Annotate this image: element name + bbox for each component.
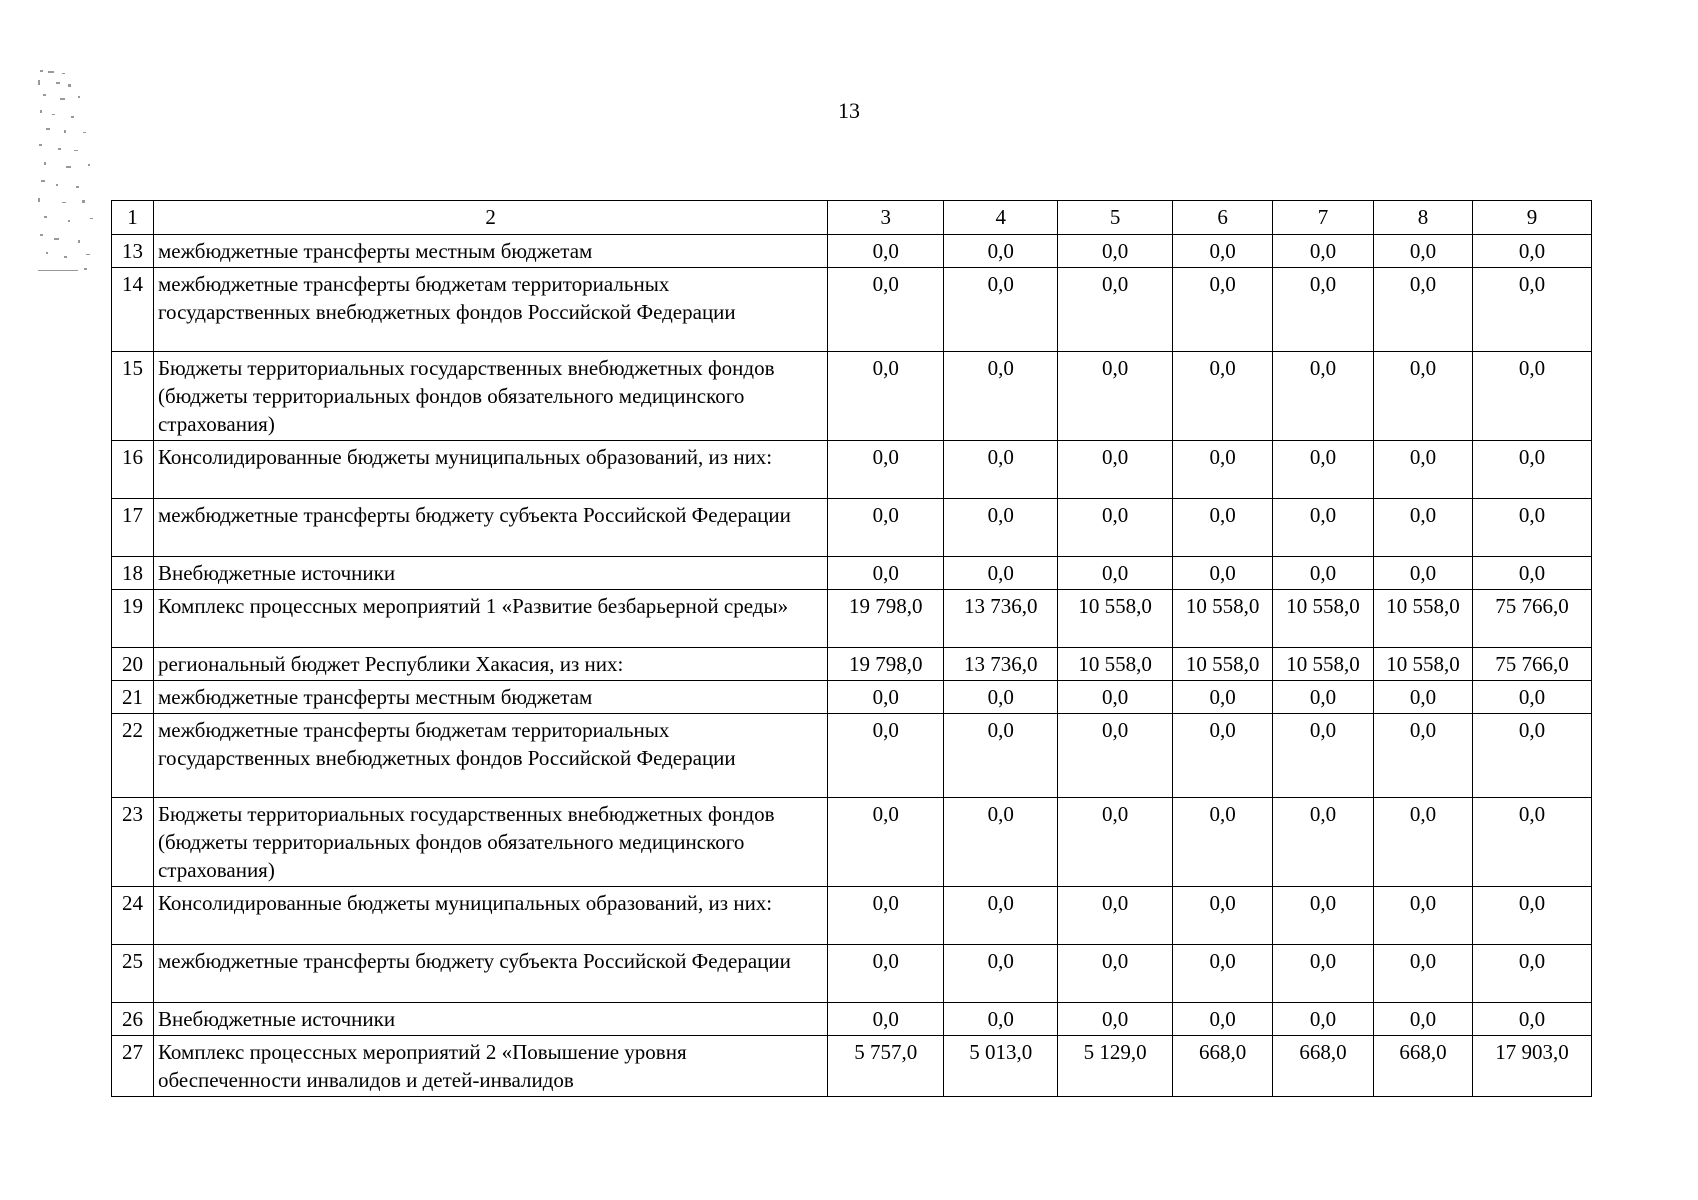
value-cell: 0,0 — [944, 557, 1058, 590]
row-name: межбюджетные трансферты бюджетам территориальных государственных внебюджетных фондов Российской Федерации — [153, 714, 827, 798]
value-cell: 0,0 — [1173, 352, 1273, 441]
value-cell: 5 757,0 — [828, 1036, 944, 1097]
value-cell: 5 129,0 — [1058, 1036, 1173, 1097]
value-cell: 0,0 — [828, 681, 944, 714]
value-cell: 10 558,0 — [1374, 590, 1473, 648]
value-cell: 0,0 — [828, 235, 944, 268]
row-number: 14 — [112, 268, 154, 352]
value-cell: 0,0 — [828, 352, 944, 441]
header-row — [112, 201, 1592, 235]
value-cell: 0,0 — [1374, 798, 1473, 887]
value-cell: 0,0 — [1273, 887, 1374, 945]
value-cell: 0,0 — [828, 714, 944, 798]
value-cell: 0,0 — [944, 1003, 1058, 1036]
value-cell: 0,0 — [1374, 499, 1473, 557]
value-cell: 0,0 — [1472, 352, 1591, 441]
value-cell: 0,0 — [1173, 268, 1273, 352]
table-row — [112, 648, 1592, 681]
page-number: 13 — [838, 98, 860, 123]
value-cell: 0,0 — [1472, 499, 1591, 557]
value-cell: 0,0 — [944, 714, 1058, 798]
row-name: межбюджетные трансферты бюджетам территориальных государственных внебюджетных фондов Российской Федерации — [153, 268, 827, 352]
table-row — [112, 681, 1592, 714]
value-cell: 0,0 — [1058, 235, 1173, 268]
row-name: межбюджетные трансферты бюджету субъекта Российской Федерации — [153, 945, 827, 1003]
value-cell: 0,0 — [828, 1003, 944, 1036]
table-row — [112, 798, 1592, 887]
value-cell: 17 903,0 — [1472, 1036, 1591, 1097]
value-cell: 0,0 — [1058, 499, 1173, 557]
row-number: 13 — [112, 235, 154, 268]
table-row — [112, 945, 1592, 1003]
value-cell: 0,0 — [1472, 268, 1591, 352]
value-cell: 0,0 — [944, 887, 1058, 945]
value-cell: 0,0 — [1058, 268, 1173, 352]
value-cell: 0,0 — [1472, 681, 1591, 714]
row-name: Консолидированные бюджеты муниципальных образований, из них: — [153, 441, 827, 499]
row-name: Консолидированные бюджеты муниципальных образований, из них: — [153, 887, 827, 945]
table-row — [112, 1036, 1592, 1097]
row-number: 27 — [112, 1036, 154, 1097]
value-cell: 0,0 — [1472, 887, 1591, 945]
row-name: межбюджетные трансферты бюджету субъекта Российской Федерации — [153, 499, 827, 557]
row-number: 25 — [112, 945, 154, 1003]
row-name: межбюджетные трансферты местным бюджетам — [153, 235, 827, 268]
header-cell: 5 — [1058, 201, 1173, 235]
value-cell: 0,0 — [1173, 887, 1273, 945]
value-cell: 10 558,0 — [1273, 590, 1374, 648]
value-cell: 0,0 — [1173, 1003, 1273, 1036]
value-cell: 0,0 — [1173, 945, 1273, 1003]
row-number: 21 — [112, 681, 154, 714]
value-cell: 0,0 — [1374, 441, 1473, 499]
value-cell: 0,0 — [1273, 352, 1374, 441]
value-cell: 0,0 — [1273, 681, 1374, 714]
value-cell: 0,0 — [1472, 235, 1591, 268]
row-name: Внебюджетные источники — [153, 1003, 827, 1036]
header-cell: 2 — [153, 201, 827, 235]
row-number: 16 — [112, 441, 154, 499]
value-cell: 0,0 — [1472, 441, 1591, 499]
value-cell: 10 558,0 — [1173, 590, 1273, 648]
value-cell: 0,0 — [944, 499, 1058, 557]
value-cell: 0,0 — [1058, 798, 1173, 887]
value-cell: 0,0 — [828, 441, 944, 499]
value-cell: 0,0 — [1472, 1003, 1591, 1036]
value-cell: 0,0 — [944, 235, 1058, 268]
value-cell: 0,0 — [1173, 714, 1273, 798]
value-cell: 10 558,0 — [1173, 648, 1273, 681]
value-cell: 0,0 — [1173, 798, 1273, 887]
value-cell: 10 558,0 — [1374, 648, 1473, 681]
value-cell: 0,0 — [1058, 1003, 1173, 1036]
value-cell: 0,0 — [1058, 352, 1173, 441]
value-cell: 0,0 — [944, 945, 1058, 1003]
table-row — [112, 590, 1592, 648]
value-cell: 0,0 — [944, 681, 1058, 714]
header-cell: 9 — [1472, 201, 1591, 235]
value-cell: 0,0 — [1472, 714, 1591, 798]
table-row — [112, 887, 1592, 945]
value-cell: 0,0 — [1472, 798, 1591, 887]
value-cell: 0,0 — [828, 798, 944, 887]
value-cell: 0,0 — [1374, 235, 1473, 268]
value-cell: 0,0 — [1273, 714, 1374, 798]
value-cell: 0,0 — [1472, 557, 1591, 590]
value-cell: 0,0 — [828, 268, 944, 352]
value-cell: 0,0 — [1472, 945, 1591, 1003]
value-cell: 0,0 — [1374, 557, 1473, 590]
header-cell: 4 — [944, 201, 1058, 235]
table-row — [112, 499, 1592, 557]
row-number: 17 — [112, 499, 154, 557]
row-number: 19 — [112, 590, 154, 648]
value-cell: 0,0 — [1273, 268, 1374, 352]
value-cell: 0,0 — [1374, 1003, 1473, 1036]
value-cell: 19 798,0 — [828, 648, 944, 681]
value-cell: 0,0 — [1374, 887, 1473, 945]
value-cell: 0,0 — [1273, 499, 1374, 557]
header-cell: 1 — [112, 201, 154, 235]
table-row — [112, 441, 1592, 499]
row-number: 18 — [112, 557, 154, 590]
row-name: Внебюджетные источники — [153, 557, 827, 590]
budget-table — [111, 200, 1592, 1097]
value-cell: 0,0 — [828, 557, 944, 590]
value-cell: 668,0 — [1374, 1036, 1473, 1097]
scan-artifact-marks — [38, 70, 108, 290]
value-cell: 0,0 — [1058, 945, 1173, 1003]
row-number: 23 — [112, 798, 154, 887]
row-name: региональный бюджет Республики Хакасия, из них: — [153, 648, 827, 681]
row-name: Бюджеты территориальных государственных внебюджетных фондов (бюджеты территориальных фондов обязательного медицинского страхования) — [153, 798, 827, 887]
value-cell: 0,0 — [1173, 681, 1273, 714]
value-cell: 0,0 — [1374, 681, 1473, 714]
value-cell: 668,0 — [1273, 1036, 1374, 1097]
table-row — [112, 1003, 1592, 1036]
header-cell: 8 — [1374, 201, 1473, 235]
value-cell: 0,0 — [1374, 352, 1473, 441]
table-row — [112, 268, 1592, 352]
value-cell: 668,0 — [1173, 1036, 1273, 1097]
value-cell: 0,0 — [1173, 235, 1273, 268]
row-number: 15 — [112, 352, 154, 441]
value-cell: 0,0 — [828, 887, 944, 945]
value-cell: 13 736,0 — [944, 590, 1058, 648]
table-row — [112, 557, 1592, 590]
value-cell: 0,0 — [1273, 1003, 1374, 1036]
value-cell: 0,0 — [828, 945, 944, 1003]
value-cell: 0,0 — [1058, 714, 1173, 798]
row-number: 24 — [112, 887, 154, 945]
value-cell: 0,0 — [1273, 798, 1374, 887]
header-cell: 6 — [1173, 201, 1273, 235]
value-cell: 0,0 — [1273, 235, 1374, 268]
value-cell: 0,0 — [1374, 945, 1473, 1003]
value-cell: 10 558,0 — [1058, 590, 1173, 648]
value-cell: 0,0 — [1374, 268, 1473, 352]
value-cell: 10 558,0 — [1058, 648, 1173, 681]
value-cell: 0,0 — [1058, 557, 1173, 590]
value-cell: 0,0 — [944, 798, 1058, 887]
value-cell: 0,0 — [1058, 887, 1173, 945]
value-cell: 0,0 — [1273, 945, 1374, 1003]
row-name: Комплекс процессных мероприятий 1 «Развитие безбарьерной среды» — [153, 590, 827, 648]
value-cell: 10 558,0 — [1273, 648, 1374, 681]
row-name: межбюджетные трансферты местным бюджетам — [153, 681, 827, 714]
value-cell: 0,0 — [1058, 441, 1173, 499]
value-cell: 0,0 — [1273, 557, 1374, 590]
row-number: 20 — [112, 648, 154, 681]
value-cell: 5 013,0 — [944, 1036, 1058, 1097]
header-cell: 7 — [1273, 201, 1374, 235]
row-name: Бюджеты территориальных государственных внебюджетных фондов (бюджеты территориальных фондов обязательного медицинского страхования) — [153, 352, 827, 441]
value-cell: 0,0 — [1173, 441, 1273, 499]
value-cell: 0,0 — [1273, 441, 1374, 499]
table-body — [112, 235, 1592, 1097]
value-cell: 13 736,0 — [944, 648, 1058, 681]
table-row — [112, 352, 1592, 441]
row-name: Комплекс процессных мероприятий 2 «Повышение уровня обеспеченности инвалидов и детей-инвалидов — [153, 1036, 827, 1097]
value-cell: 0,0 — [1374, 714, 1473, 798]
value-cell: 0,0 — [944, 352, 1058, 441]
value-cell: 75 766,0 — [1472, 590, 1591, 648]
table-row — [112, 235, 1592, 268]
value-cell: 0,0 — [1058, 681, 1173, 714]
value-cell: 75 766,0 — [1472, 648, 1591, 681]
value-cell: 19 798,0 — [828, 590, 944, 648]
value-cell: 0,0 — [1173, 557, 1273, 590]
value-cell: 0,0 — [1173, 499, 1273, 557]
row-number: 26 — [112, 1003, 154, 1036]
value-cell: 0,0 — [944, 268, 1058, 352]
value-cell: 0,0 — [828, 499, 944, 557]
table-row — [112, 714, 1592, 798]
value-cell: 0,0 — [944, 441, 1058, 499]
header-cell: 3 — [828, 201, 944, 235]
row-number: 22 — [112, 714, 154, 798]
